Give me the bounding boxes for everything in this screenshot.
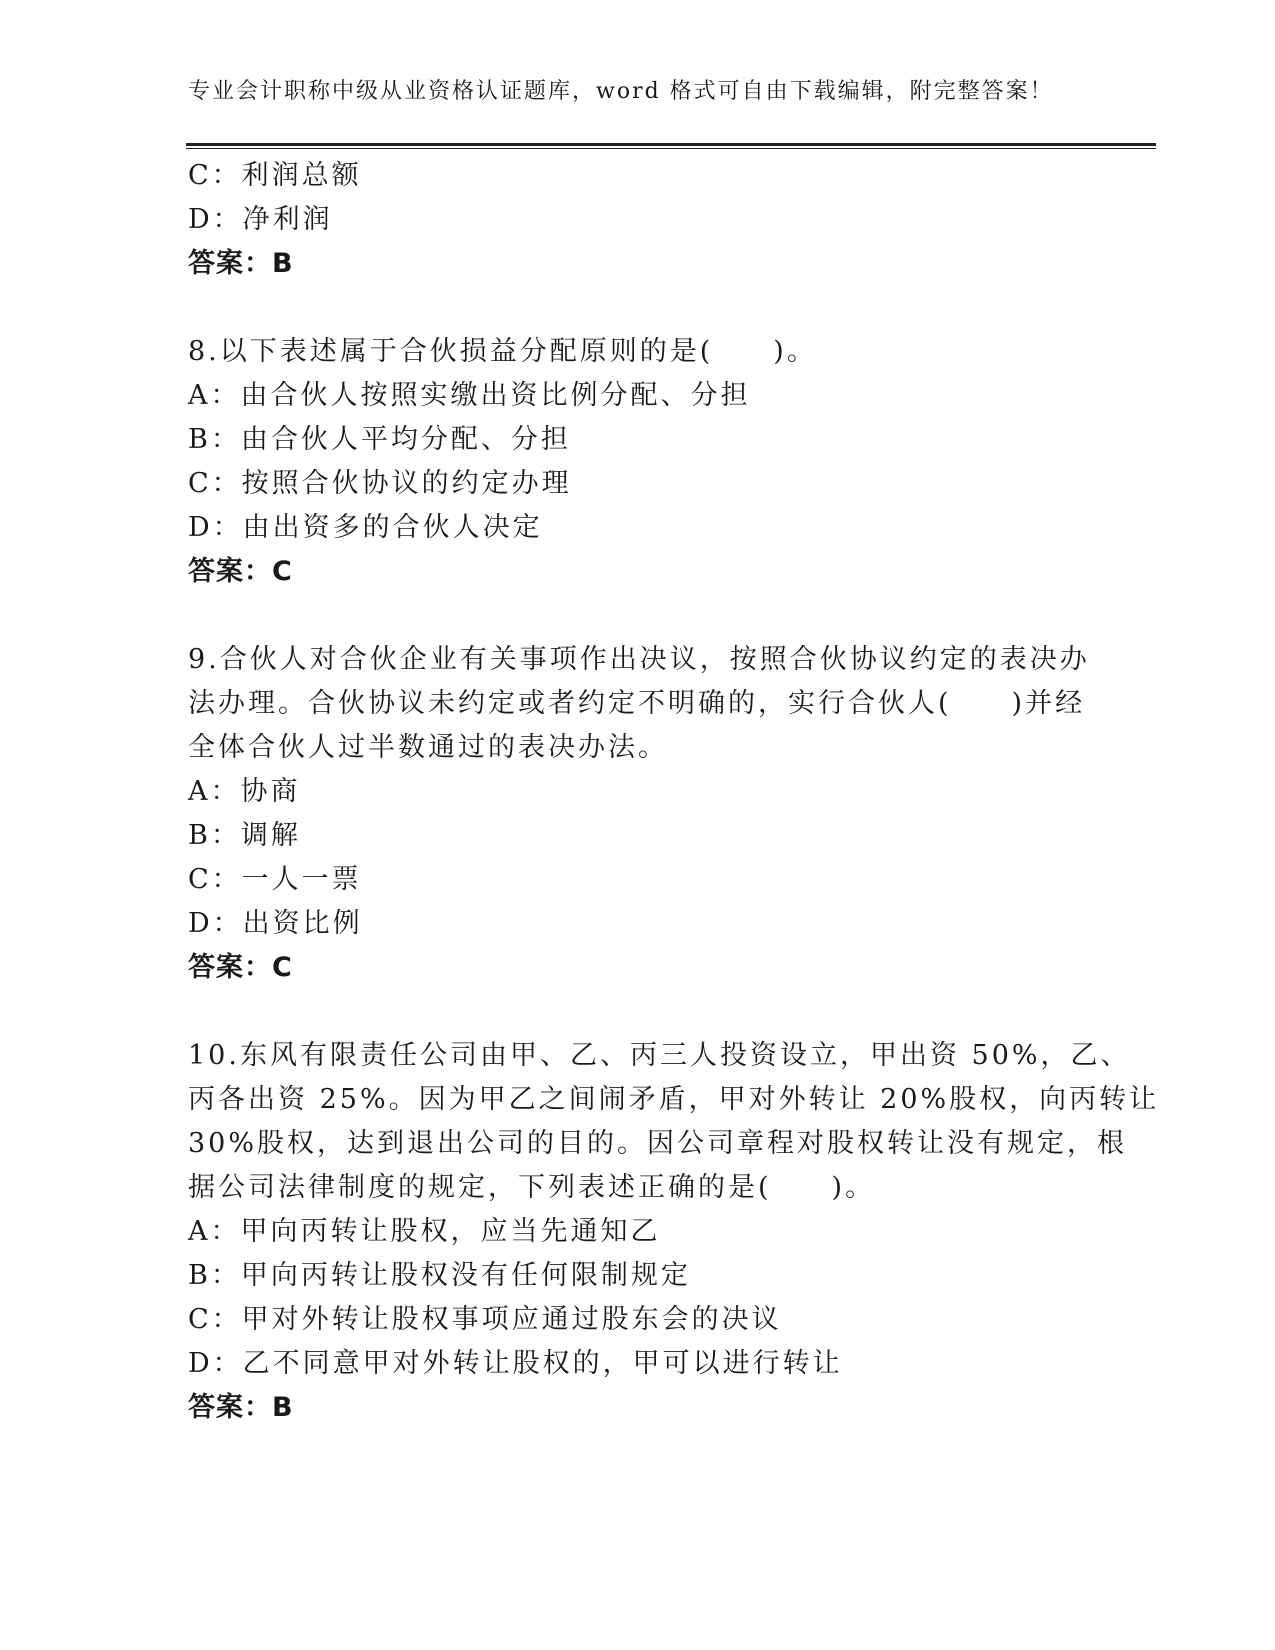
question-stem: 丙各出资 25%。因为甲乙之间闹矛盾，甲对外转让 20%股权，向丙转让 — [188, 1084, 1160, 1115]
option-d: D：净利润 — [188, 204, 333, 235]
question-stem: 30%股权，达到退出公司的目的。因公司章程对股权转让没有规定，根 — [188, 1128, 1128, 1159]
option-c: C：利润总额 — [188, 160, 362, 191]
option-c: C：甲对外转让股权事项应通过股东会的决议 — [188, 1304, 782, 1335]
question-stem: 据公司法律制度的规定，下列表述正确的是( )。 — [188, 1172, 876, 1203]
option-d: D：乙不同意甲对外转让股权的，甲可以进行转让 — [188, 1348, 843, 1379]
question-stem: 10.东风有限责任公司由甲、乙、丙三人投资设立，甲出资 50%，乙、 — [188, 1040, 1131, 1071]
answer: 答案：B — [188, 248, 294, 279]
header-rule-thick — [186, 143, 1156, 146]
option-a: A：由合伙人按照实缴出资比例分配、分担 — [188, 380, 751, 411]
option-a: A：甲向丙转让股权，应当先通知乙 — [188, 1216, 661, 1247]
option-c: C：一人一票 — [188, 864, 362, 895]
answer: 答案：C — [188, 952, 293, 983]
header-rule-thin — [186, 148, 1156, 149]
question-stem: 8.以下表述属于合伙损益分配原则的是( )。 — [188, 336, 817, 367]
option-b: B：调解 — [188, 820, 301, 851]
option-b: B：甲向丙转让股权没有任何限制规定 — [188, 1260, 691, 1291]
answer: 答案：B — [188, 1392, 294, 1423]
question-stem: 9.合伙人对合伙企业有关事项作出决议，按照合伙协议约定的表决办 — [188, 644, 1090, 675]
question-stem: 法办理。合伙协议未约定或者约定不明确的，实行合伙人( )并经 — [188, 688, 1086, 719]
option-b: B：由合伙人平均分配、分担 — [188, 424, 571, 455]
option-a: A：协商 — [188, 776, 301, 807]
option-d: D：由出资多的合伙人决定 — [188, 512, 543, 543]
option-c: C：按照合伙协议的约定办理 — [188, 468, 572, 499]
page-header: 专业会计职称中级从业资格认证题库，word 格式可自由下载编辑，附完整答案！ — [188, 79, 1054, 104]
question-stem: 全体合伙人过半数通过的表决办法。 — [188, 732, 668, 763]
answer: 答案：C — [188, 556, 293, 587]
option-d: D：出资比例 — [188, 908, 363, 939]
